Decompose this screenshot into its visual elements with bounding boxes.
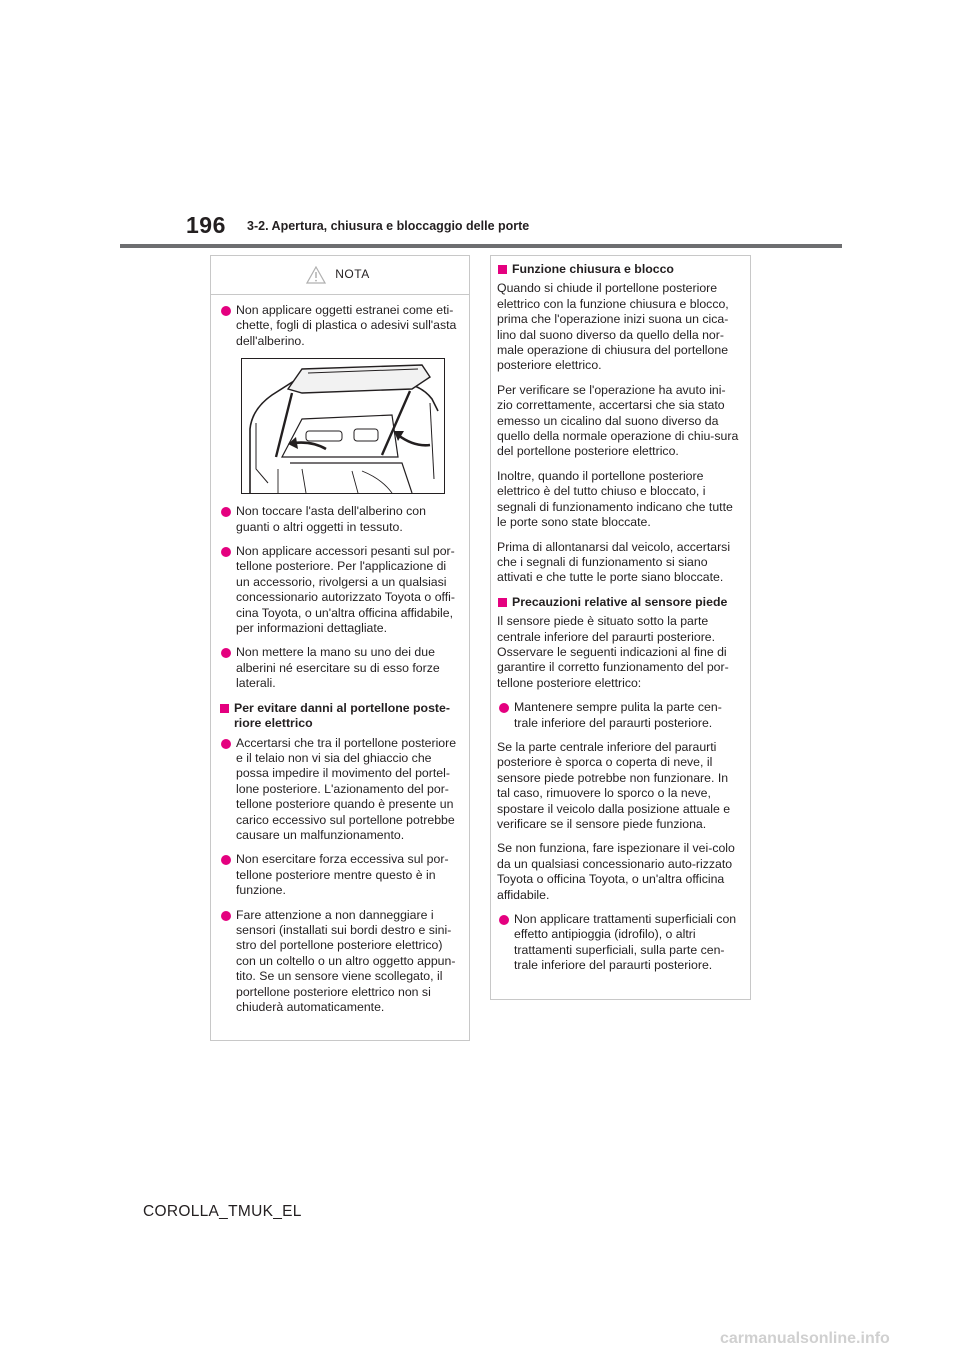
paragraph: Per verificare se l'operazione ha avuto ini-zio correttamente, accertarsi che sia stato emesso un cicalino dal suono diverso da quello della normale operazione di chiu-sura del portellone posteriore elettrico. [497,382,739,459]
watermark: carmanualsonline.info [720,1330,890,1347]
list-item: Non applicare oggetti estranei come eti-chette, fogli di plastica o adesivi sull'asta dell'alberino. [219,303,457,349]
list-item: Non esercitare forza eccessiva sul por-tellone posteriore mentre questo è in funzione. [219,852,457,898]
paragraph: Quando si chiude il portellone posteriore elettrico con la funzione chiusura e blocco, prima che l'operazione inizi suona un cica-lino dal suono diverso da quello della nor-male operazione di chiusura del portellone posteriore elettrico. [497,281,729,373]
paragraph: Se non funziona, fare ispezionare il vei-colo da un qualsiasi concessionario auto-rizzato Toyota o officina Toyota, o un'altra officina affidabile. [497,841,735,902]
paragraph: Prima di allontanarsi dal veicolo, accertarsi che i segnali di funzionamento si siano attivati e che tutte le porte siano bloccate. [497,539,731,585]
paragraph: Il sensore piede è situato sotto la parte centrale inferiore del paraurti posteriore. Osservare le seguenti indicazioni al fine di garantire il corretto funzionamento del por-tellone posteriore elettrico: [497,614,729,690]
nota-divider [211,294,469,295]
nota-header [219,262,457,288]
paragraph: Inoltre, quando il portellone posteriore elettrico è del tutto chiuso e bloccato, i segnali di funzionamento indicano che tutte le porte sono state bloccate. [497,468,733,530]
list-item: Mantenere sempre pulita la parte cen-trale inferiore del paraurti posteriore. [497,700,740,731]
nota-label: NOTA [335,267,370,282]
section-title: 3-2. Apertura, chiusura e bloccaggio delle porte [247,219,530,233]
section-heading: Precauzioni relative al sensore piede [497,595,740,610]
section-heading: Per evitare danni al portellone poste-riore elettrico [219,701,457,732]
page-number: 196 [186,212,226,238]
list-item: Non toccare l'asta dell'alberino con guanti o altri oggetti in tessuto. [219,504,457,535]
list-item: Accertarsi che tra il portellone posteriore e il telaio non vi sia del ghiaccio che possa impedire il movimento del portel-lone posteriore. L'azionamento del por-tellone posteriore quando è presente un carico eccessivo sul portellone potrebbe causare un malfunzionamento. [219,736,457,844]
list-item: Non mettere la mano su uno dei due alberini né esercitare su di esso forze laterali. [219,645,457,691]
nota-box [210,255,470,1041]
warning-triangle-icon [306,266,326,284]
info-box [490,255,751,1000]
section-heading: Funzione chiusura e blocco [497,262,740,277]
list-item: Non applicare trattamenti superficiali con effetto antipioggia (idrofilo), o altri trattamenti superficiali, sulla parte cen-trale inferiore del paraurti posteriore. [497,912,740,974]
list-item: Non applicare accessori pesanti sul por-tellone posteriore. Per l'applicazione di un accessorio, rivolgersi a un qualsiasi concessionario autorizzato Toyota o offi-cina Toyota, o un'altra officina affidabile, per informazioni dettagliate. [219,544,457,636]
header-rule [120,244,842,248]
paragraph: Se la parte centrale inferiore del paraurti posteriore è sporca o coperta di neve, il sensore piede potrebbe non funzionare. In tal caso, rimuovere lo sporco o la neve, spostare il veicolo dalla posizione attuale e verificare se il sensore piede funziona. [497,739,731,831]
list-item: Fare attenzione a non danneggiare i sensori (installati sui bordi destro e sini-stro del portellone posteriore elettrico) con un coltello o un altro oggetto appun-tito. Se un sensore viene scollegato, il portellone posteriore elettrico non si chiuderà automaticamente. [219,908,457,1016]
tailgate-strut-illustration [241,358,445,494]
document-code: COROLLA_TMUK_EL [143,1203,302,1220]
